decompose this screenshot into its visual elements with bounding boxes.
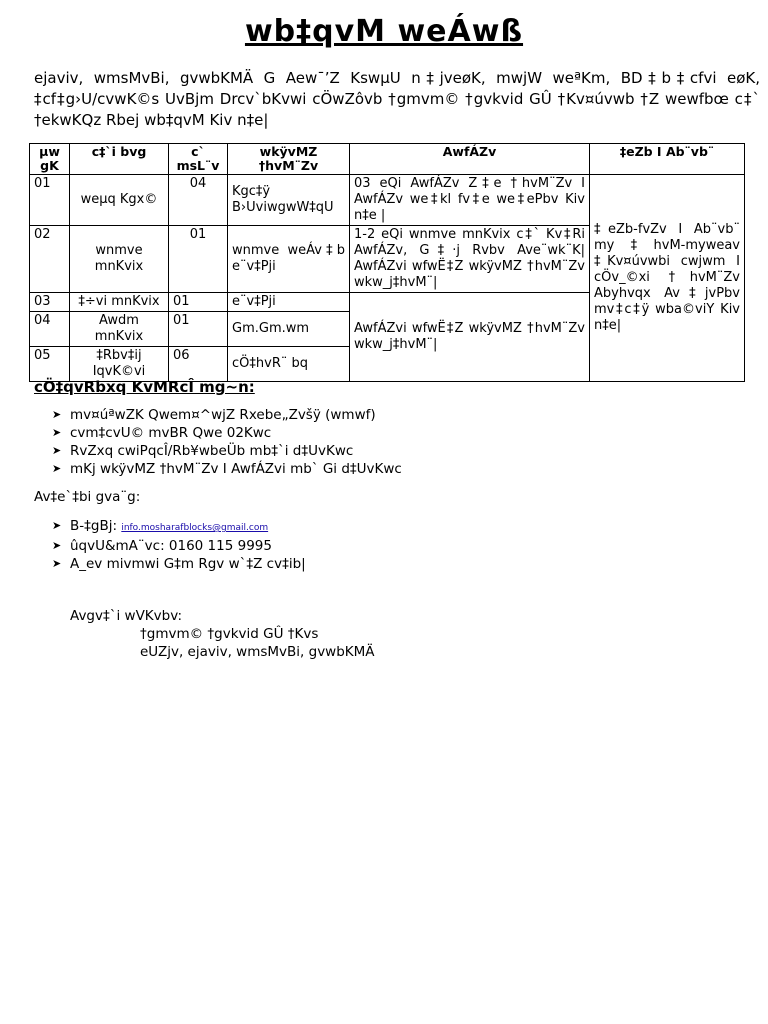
row-count: 01 xyxy=(169,312,228,347)
header-salary: ‡eZb I Ab¨vb¨ xyxy=(590,144,745,175)
table-row xyxy=(30,175,745,226)
row-serial: 02 xyxy=(30,226,70,293)
document-item-label: mv¤úªwZK Qwem¤^wjZ Rxebe„Zvšÿ (wmwf) xyxy=(70,407,376,423)
list-item xyxy=(52,406,402,424)
address-block xyxy=(70,607,375,661)
row-education: Kgc‡ÿ B›UviwgwW‡qU xyxy=(228,175,350,226)
header-serial: µw gK xyxy=(30,144,70,175)
list-item xyxy=(52,517,306,537)
row-serial: 01 xyxy=(30,175,70,226)
row-education: wnmve weÁv‡b e¨v‡Pji xyxy=(228,226,350,293)
page-title: wb‡qvM weÁwß xyxy=(244,14,524,49)
list-item xyxy=(52,555,306,573)
vacancy-table xyxy=(29,143,745,382)
email-link[interactable]: info.mosharafblocks@gmail.com xyxy=(121,523,269,533)
list-item xyxy=(52,424,402,442)
header-post: c‡`i bvg xyxy=(70,144,169,175)
company-name: †gmvm© †gvkvid GÛ †Kvs xyxy=(140,626,319,642)
arrow-bullet-icon: ➤ xyxy=(52,462,62,475)
arrow-bullet-icon: ➤ xyxy=(52,557,62,570)
shared-experience-cell: AwfÁZvi wfwË‡Z wkÿvMZ †hvM¨Zv wkw_j‡hvM¨| xyxy=(350,293,590,382)
document-item-label: mKj wkÿvMZ †hvM¨Zv I AwfÁZvi mb` Gi d‡UvKwc xyxy=(70,461,402,477)
header-experience: AwfÁZv xyxy=(350,144,590,175)
table-header-row xyxy=(30,144,745,175)
row-post: ‡÷vi mnKvix xyxy=(70,293,169,312)
row-serial: 05 xyxy=(30,347,70,382)
row-post: Awdm mnKvix xyxy=(70,312,169,347)
whatsapp-number: ûqvU&mA¨vc: 0160 115 9995 xyxy=(70,538,272,554)
header-education: wkÿvMZ †hvM¨Zv xyxy=(228,144,350,175)
document-item-label: RvZxq cwiPqcÎ/Rb¥wbeÜb mb‡`i d‡UvKwc xyxy=(70,443,354,459)
list-item xyxy=(52,442,402,460)
company-address: eUZjv, ejaviv, wmsMvBi, gvwbKMÄ xyxy=(140,644,375,660)
arrow-bullet-icon: ➤ xyxy=(52,426,62,439)
email-label: B-‡gBj: xyxy=(70,518,118,534)
list-item xyxy=(52,460,402,478)
row-count: 04 xyxy=(169,175,228,226)
row-count: 01 xyxy=(169,226,228,293)
documents-heading: cÖ‡qvRbxq KvMRcÎ mg~n: xyxy=(34,378,255,396)
arrow-bullet-icon: ➤ xyxy=(52,444,62,457)
row-post: weµq Kgx© xyxy=(70,175,169,226)
address-heading: Avgv‡`i wVKvbv: xyxy=(70,608,183,624)
row-post: wnmve mnKvix xyxy=(70,226,169,293)
list-item xyxy=(52,537,306,555)
row-serial: 03 xyxy=(30,293,70,312)
contact-list xyxy=(52,517,306,573)
row-education: e¨v‡Pji xyxy=(228,293,350,312)
intro-paragraph: ejaviv, wmsMvBi, gvwbKMÄ G Aew¯’Z KswµU n‡jveøK, mwjW weªKm, BD‡b‡cfvi eøK, ‡cf‡g›U/cvwK©s UvBjm Drcv`bKvwi cÖwZôvb †gmvm© †gvkvid GÛ †Kv¤úvwb †Z wewfbœ c‡` †ekwKQz Rbej wb‡qvM Kiv n‡e| xyxy=(34,69,760,129)
row-education: cÖ‡hvR¨ bq xyxy=(228,347,350,382)
header-count: c` msL¨v xyxy=(169,144,228,175)
row-experience: 1-2 eQi wnmve mnKvix c‡` Kv‡Ri AwfÁZv, G‡·j Rvbv Ave¨wk¨K| AwfÁZvi wfwË‡Z wkÿvMZ †hvM¨Zv wkw_j‡hvM¨| xyxy=(350,226,590,293)
row-count: 01 xyxy=(169,293,228,312)
direct-submission-note: A_ev mivmwi G‡m Rgv w`‡Z cv‡ib| xyxy=(70,556,306,572)
salary-cell: ‡eZb-fvZv I Ab¨vb¨ my‡hvM-myweav ‡Kv¤úvwbi cwjwm I cÖv_©xi †hvM¨Zv Abyhvqx Av‡jvPbv mv‡c‡ÿ wba©viY Kiv n‡e| xyxy=(590,175,745,382)
arrow-bullet-icon: ➤ xyxy=(52,519,62,532)
row-post: ‡Rbv‡ij IqvK©vi xyxy=(70,347,169,382)
row-education: Gm.Gm.wm xyxy=(228,312,350,347)
arrow-bullet-icon: ➤ xyxy=(52,408,62,421)
row-count: 06 xyxy=(169,347,228,382)
documents-list xyxy=(52,406,402,478)
row-serial: 04 xyxy=(30,312,70,347)
row-experience: 03 eQi AwfÁZv Z‡e †hvM¨Zv I AwfÁZv we‡kl fv‡e we‡ePbv Kiv n‡e | xyxy=(350,175,590,226)
application-method-heading: Av‡e`‡bi gva¨g: xyxy=(34,489,141,505)
arrow-bullet-icon: ➤ xyxy=(52,539,62,552)
document-item-label: cvm‡cvU© mvBR Qwe 02Kwc xyxy=(70,425,272,441)
